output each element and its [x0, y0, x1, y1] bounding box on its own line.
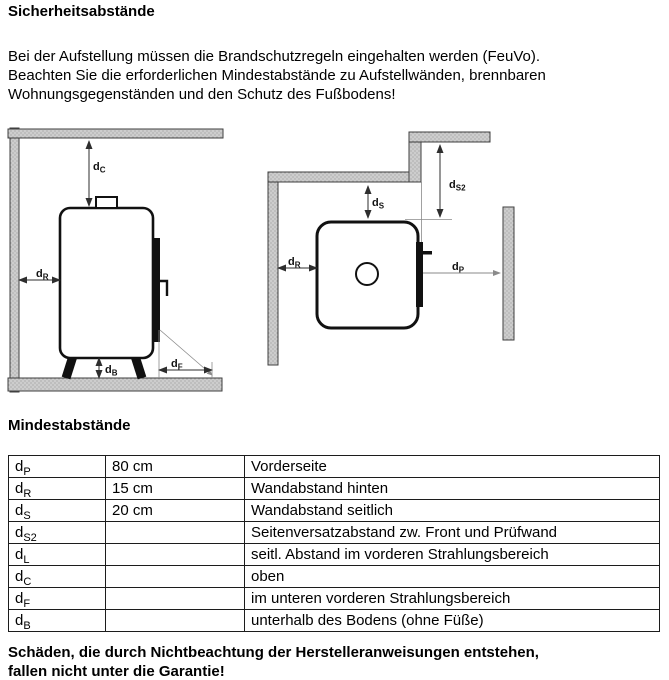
label-dr-top: $d_R$	[288, 256, 301, 270]
intro-paragraph	[8, 47, 546, 104]
table-row	[9, 522, 660, 544]
min-distances-table	[8, 455, 660, 632]
distance-value: 80 cm	[106, 456, 245, 478]
stove-door-side	[153, 238, 160, 342]
warning-line: Schäden, die durch Nichtbeachtung der Herstelleranweisungen entstehen,	[8, 644, 539, 661]
intro-line: Wohnungsgegenständen und den Schutz des Fußbodens!	[8, 86, 396, 103]
distance-symbol: $d_L$	[15, 546, 30, 566]
door-handle-side	[160, 281, 167, 296]
side-view-floor	[8, 378, 222, 391]
distance-description: oben	[245, 566, 660, 588]
label-df: $d_F$	[171, 358, 183, 372]
distance-symbol: $d_R$	[15, 480, 32, 500]
door-handle-top	[423, 251, 432, 255]
side-view-ceiling	[8, 129, 223, 138]
distance-description: Vorderseite	[245, 456, 660, 478]
distance-value	[106, 588, 245, 610]
table-row	[9, 456, 660, 478]
distance-symbol: $d_F$	[15, 590, 31, 610]
flue-outlet	[356, 263, 378, 285]
stove-door-top	[416, 242, 423, 307]
pruefwand	[503, 207, 514, 340]
distance-description: seitl. Abstand im vorderen Strahlungsbereich	[245, 544, 660, 566]
table-row	[9, 478, 660, 500]
table-row	[9, 610, 660, 632]
radiation-diagonal	[160, 330, 212, 375]
intro-line: Bei der Aufstellung müssen die Brandschutzregeln eingehalten werden (FeuVo).	[8, 48, 540, 65]
label-db: $d_B$	[105, 364, 118, 378]
intro-line: Beachten Sie die erforderlichen Mindestabstände zu Aufstellwänden, brennbaren	[8, 67, 546, 84]
label-dc: $d_C$	[93, 161, 106, 175]
distance-description: unterhalb des Bodens (ohne Füße)	[245, 610, 660, 632]
distance-symbol: $d_P$	[15, 458, 31, 478]
distance-value	[106, 522, 245, 544]
installation-diagrams	[0, 120, 669, 398]
distance-value	[106, 544, 245, 566]
label-dp: $d_P$	[452, 261, 465, 275]
distance-value	[106, 610, 245, 632]
distance-description: im unteren vorderen Strahlungsbereich	[245, 588, 660, 610]
stove-side-view	[60, 208, 153, 358]
table-row	[9, 566, 660, 588]
distance-symbol: $d_{S2}$	[15, 524, 37, 544]
side-view-rear-wall	[10, 128, 19, 392]
label-ds: $d_S$	[372, 197, 385, 211]
distance-value: 15 cm	[106, 478, 245, 500]
distance-symbol: $d_S$	[15, 502, 31, 522]
top-view-back-wall	[268, 172, 421, 182]
distance-description: Seitenversatzabstand zw. Front und Prüfwand	[245, 522, 660, 544]
distance-description: Wandabstand hinten	[245, 478, 660, 500]
distance-value: 20 cm	[106, 500, 245, 522]
min-distances-title: Mindestabstände	[8, 417, 131, 434]
distance-symbol: $d_B$	[15, 612, 31, 632]
table-row	[9, 500, 660, 522]
flue-stub	[96, 197, 117, 208]
page-title: Sicherheitsabstände	[8, 3, 155, 20]
warranty-warning	[8, 643, 539, 680]
distance-value	[106, 566, 245, 588]
distance-description: Wandabstand seitlich	[245, 500, 660, 522]
table-row	[9, 544, 660, 566]
offset-wall	[409, 132, 490, 142]
label-dr-side: $d_R$	[36, 268, 49, 282]
warning-line: fallen nicht unter die Garantie!	[8, 663, 225, 680]
label-ds2: $d_{S2}$	[449, 179, 466, 193]
table-row	[9, 588, 660, 610]
top-view-left-wall	[268, 172, 278, 365]
distance-symbol: $d_C$	[15, 568, 32, 588]
